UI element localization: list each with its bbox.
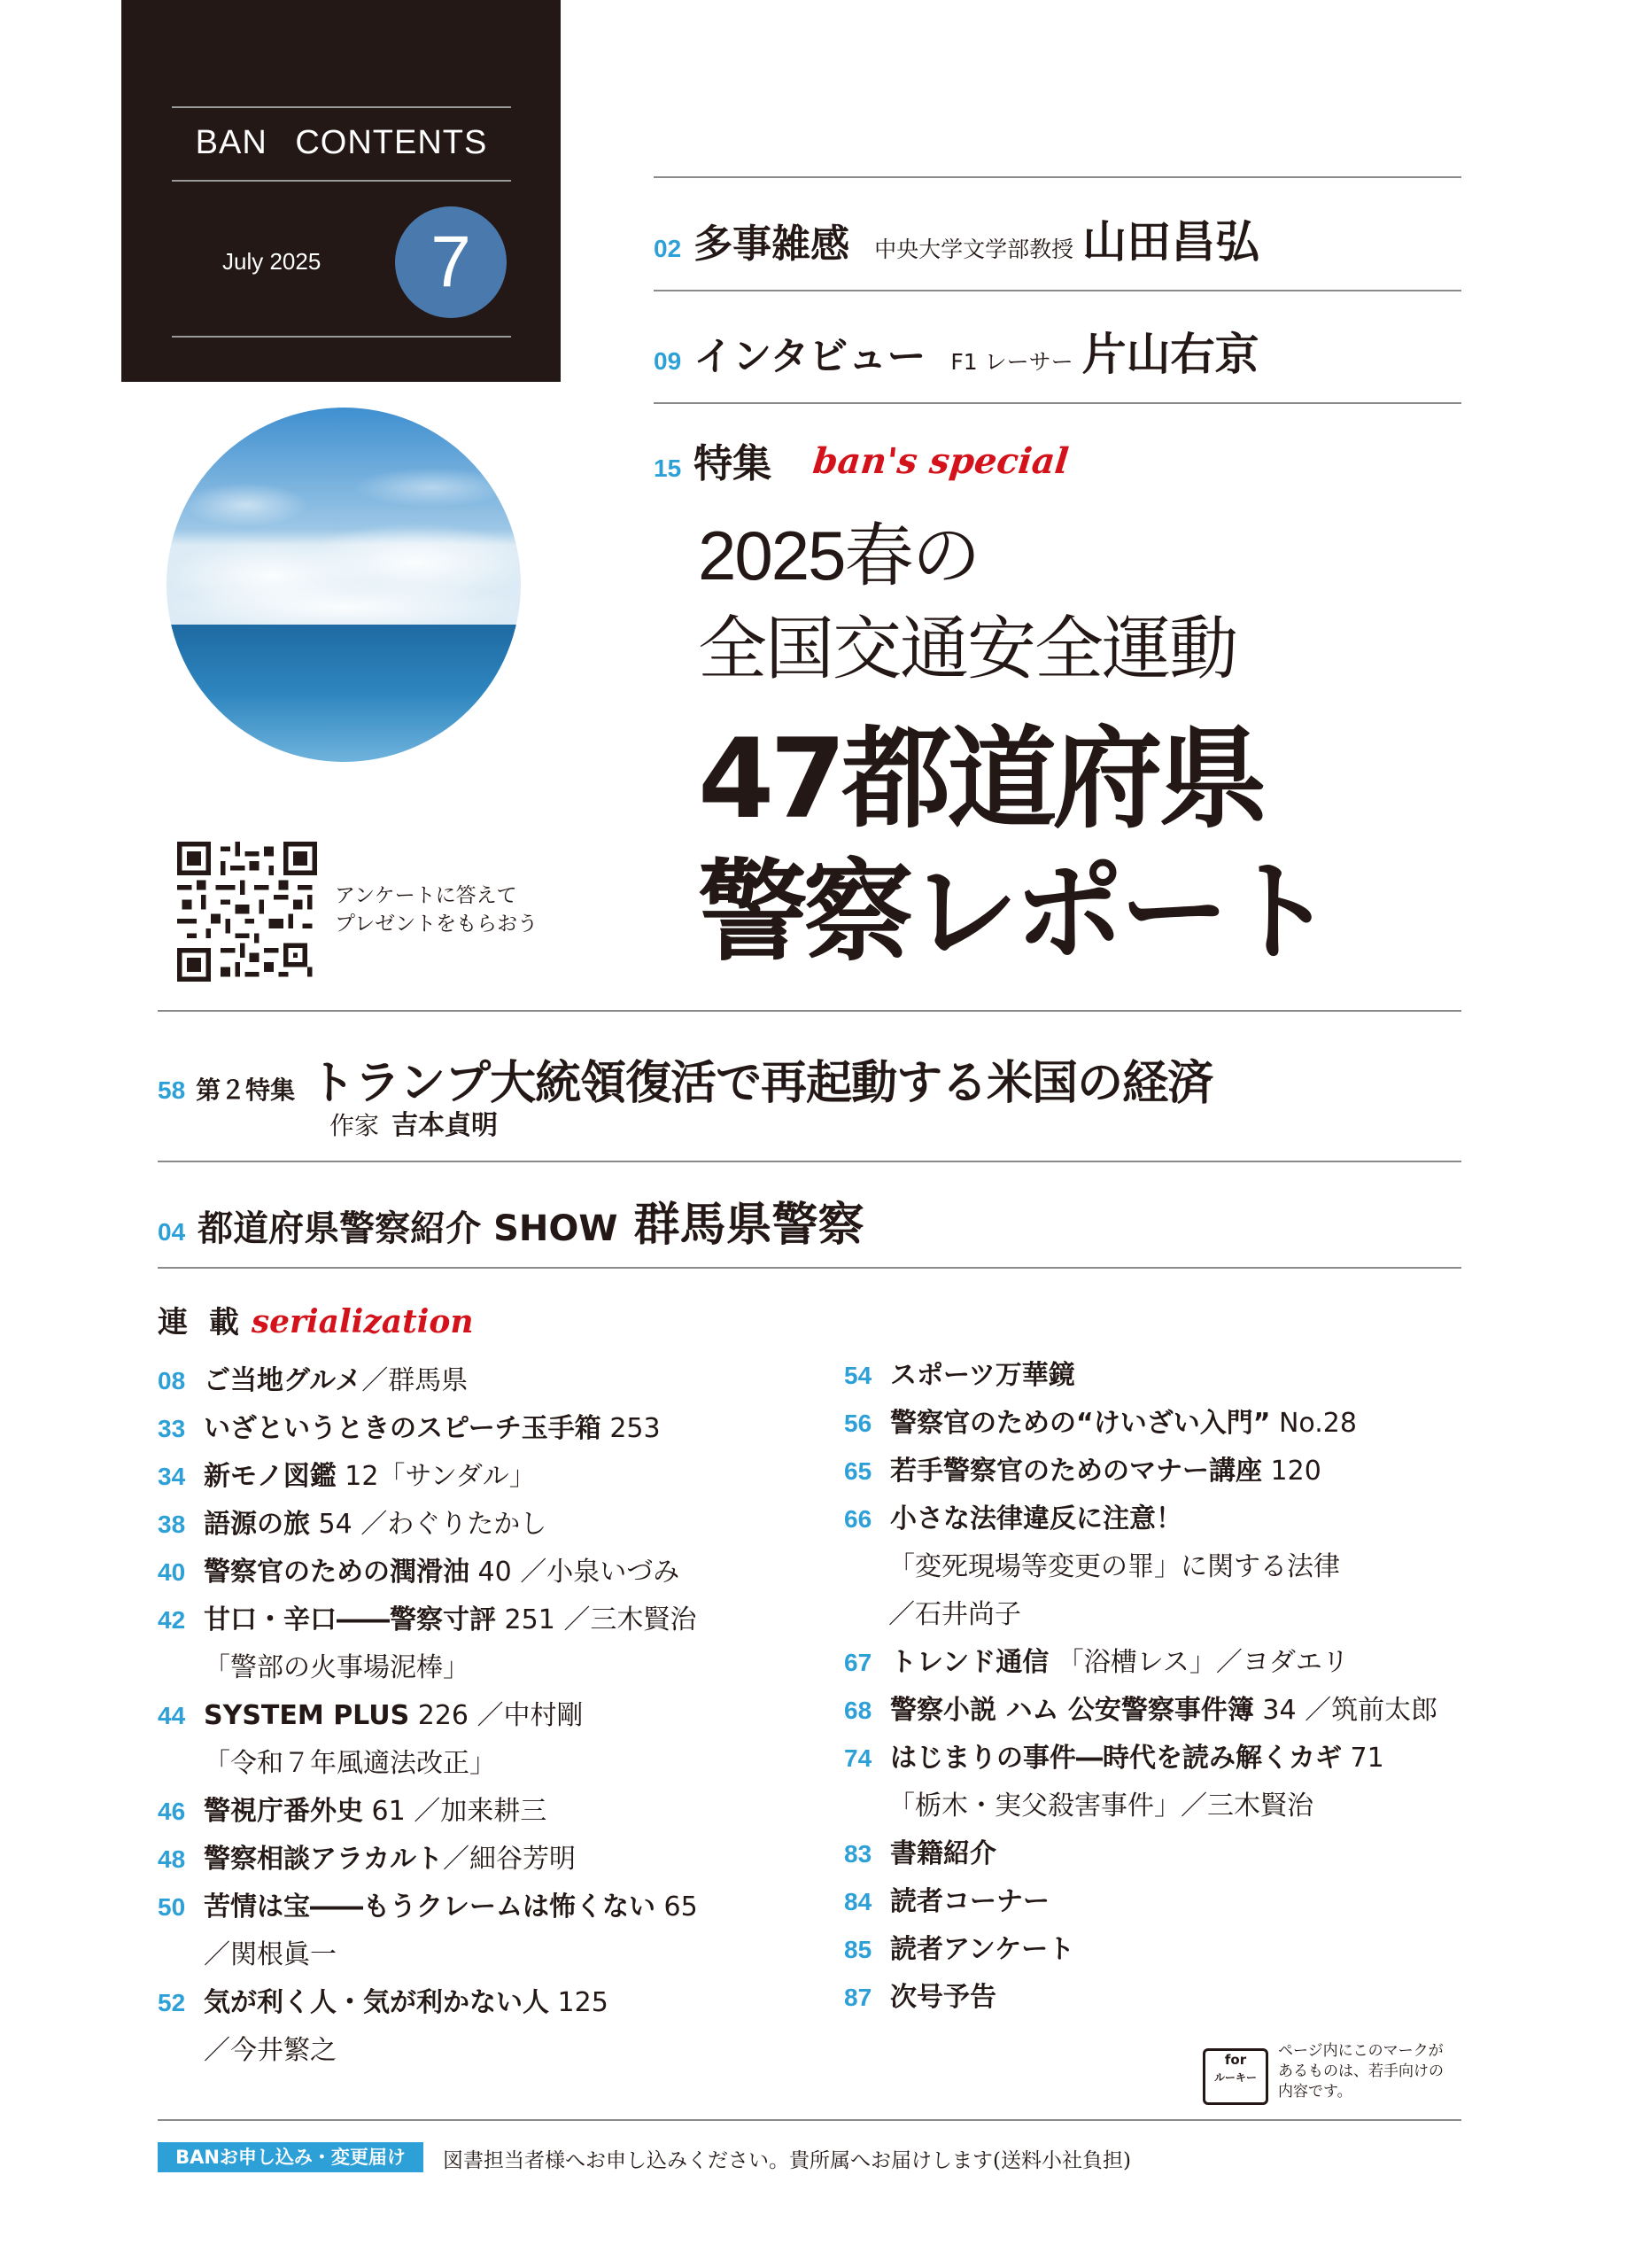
item-title: 多事雑感 — [693, 221, 850, 267]
serial-sub: No.28 — [1270, 1408, 1357, 1439]
serial-item[interactable] — [158, 1837, 576, 1876]
serial-title: SYSTEM PLUS — [204, 1700, 410, 1731]
qr-caption-line2: プレゼントをもらおう — [335, 913, 538, 936]
author-name: 吉本貞明 — [391, 1110, 499, 1141]
special-title-line1: 2025春の — [698, 517, 980, 594]
qr-caption-line1: アンケートに答えて — [335, 884, 517, 907]
serial-title: 警察官のための潤滑油 — [204, 1557, 469, 1588]
serial-title: 気が利く人・気が利かない人 — [204, 1987, 549, 2018]
serial-continuation: 「栃木・実父殺害事件」／三木賢治 — [888, 1790, 1313, 1821]
serial-item[interactable] — [844, 1401, 1357, 1440]
serial-item[interactable] — [844, 1879, 1050, 1918]
divider — [158, 2119, 1461, 2121]
qr-caption — [335, 882, 538, 938]
feature2-label: 第２特集 — [196, 1076, 296, 1105]
serial-sub: 61 ／加来耕三 — [363, 1796, 547, 1827]
serial-item[interactable] — [844, 1831, 996, 1870]
rookie-note-line1: ページ内にこのマークが — [1278, 2042, 1444, 2060]
serial-title: トレンド通信 — [890, 1647, 1050, 1678]
page-number: 56 — [844, 1410, 872, 1437]
serial-title: 警視庁番外史 — [204, 1796, 363, 1827]
divider — [654, 290, 1461, 291]
rookie-badge-line2: ルーキー — [1213, 2071, 1257, 2084]
serial-sub: 251 ／三木賢治 — [496, 1604, 697, 1635]
serial-sub: 54 ／わぐりたかし — [310, 1509, 547, 1540]
serial-continuation: ／今井繁之 — [204, 2035, 337, 2066]
serial-continuation: 「令和７年風適法改正」 — [204, 1748, 496, 1779]
divider — [654, 176, 1461, 178]
serial-item[interactable] — [844, 1736, 1384, 1775]
serial-continuation: ／石井尚子 — [888, 1599, 1021, 1630]
toc-item-special-label[interactable] — [654, 431, 771, 488]
serial-item[interactable] — [844, 1449, 1321, 1487]
page-number: 58 — [158, 1076, 186, 1104]
sea-sky-photo — [167, 408, 521, 762]
serial-continuation: 「変死現場等変更の罪」に関する法律 — [888, 1551, 1340, 1582]
serial-continuation: ／関根眞一 — [204, 1939, 337, 1970]
serial-item[interactable] — [158, 1406, 661, 1445]
serial-item[interactable] — [844, 1496, 1182, 1535]
item-title: インタビュー — [693, 334, 926, 379]
divider — [158, 1010, 1461, 1012]
serial-sub: 12「サンダル」 — [336, 1461, 536, 1492]
page-number: 87 — [844, 1984, 872, 2011]
serial-item[interactable] — [158, 1358, 468, 1397]
author-name: 片山右京 — [1081, 329, 1259, 380]
subscription-badge: BANお申し込み・変更届け — [158, 2142, 423, 2172]
page-number: 74 — [844, 1744, 872, 1772]
serial-item[interactable] — [844, 1640, 1349, 1679]
page-number: 46 — [158, 1798, 186, 1825]
serial-title: 読者アンケート — [890, 1934, 1075, 1965]
special-title-line2: 全国交通安全運動 — [698, 610, 1237, 687]
subscription-note: 図書担当者様へお申し込みください。貴所属へお届けします(送料小社負担) — [443, 2149, 1131, 2172]
serialization-label: 連 載 — [158, 1305, 244, 1340]
feature2-author — [329, 1103, 498, 1142]
serial-sub: 34 ／筑前太郎 — [1253, 1695, 1438, 1726]
serial-sub: 125 — [549, 1987, 608, 2018]
rookie-badge-line1: for — [1224, 2052, 1247, 2068]
special-title-line3: 47都道府県 — [698, 716, 1264, 843]
serial-title: 警察官のための“けいざい入門” — [890, 1408, 1271, 1439]
serial-sub: ／細谷芳明 — [443, 1844, 576, 1875]
special-label: 特集 — [693, 441, 772, 486]
survey-qr-code[interactable] — [177, 842, 317, 982]
divider — [654, 402, 1461, 404]
serialization-heading — [158, 1298, 474, 1341]
serial-title: 小さな法律違反に注意！ — [890, 1503, 1182, 1534]
serial-item[interactable] — [158, 1789, 546, 1828]
serial-item[interactable] — [158, 1980, 608, 2019]
page-number: 09 — [654, 347, 682, 375]
serial-sub: 226 ／中村剛 — [409, 1700, 584, 1731]
page-number: 48 — [158, 1845, 186, 1873]
page-number: 08 — [158, 1367, 186, 1394]
rookie-note-line2: あるものは、若手向けの — [1278, 2062, 1444, 2080]
serial-sub: 71 — [1342, 1743, 1384, 1774]
page-number: 52 — [158, 1989, 186, 2016]
serial-item[interactable] — [844, 1353, 1075, 1392]
page-number: 84 — [844, 1888, 872, 1915]
serial-title: 若手警察官のためのマナー講座 — [890, 1456, 1262, 1487]
serial-title: はじまりの事件―時代を読み解くカギ — [890, 1743, 1342, 1774]
show-label: 都道府県警察紹介 SHOW — [198, 1208, 618, 1249]
serial-title: 次号予告 — [890, 1982, 996, 2013]
divider — [158, 1161, 1461, 1162]
serial-sub: 120 — [1262, 1456, 1321, 1487]
page-number: 15 — [654, 454, 682, 482]
special-title-line4: 警察レポート — [698, 849, 1331, 976]
serial-sub: 40 ／小泉いづみ — [469, 1557, 680, 1588]
page-number: 66 — [844, 1505, 872, 1533]
author-role: 作家 — [329, 1111, 380, 1140]
serial-sub: 「浴槽レス」／ヨダエリ — [1049, 1647, 1349, 1678]
page-number: 04 — [158, 1218, 186, 1246]
header-rule-mid — [172, 180, 511, 182]
serial-title: 警察相談アラカルト — [204, 1844, 443, 1875]
serialization-script: serialization — [251, 1303, 474, 1340]
serial-item[interactable] — [158, 1502, 546, 1541]
author-role: 中央大学文学部教授 — [874, 237, 1074, 262]
serial-item[interactable] — [158, 1550, 679, 1588]
serial-title: 警察小説 ハム 公安警察事件簿 — [890, 1695, 1254, 1726]
serial-item[interactable] — [844, 1927, 1074, 1966]
serial-title: 読者コーナー — [890, 1886, 1050, 1917]
author-name: 山田昌弘 — [1082, 216, 1260, 268]
serial-title: 甘口・辛口――警察寸評 — [204, 1604, 496, 1635]
magazine-title: BAN CONTENTS — [195, 124, 488, 161]
issue-number-badge: 7 — [395, 206, 507, 318]
page-number: 50 — [158, 1893, 186, 1921]
page-number: 33 — [158, 1415, 186, 1442]
serial-item[interactable] — [158, 1454, 536, 1493]
divider — [158, 1267, 1461, 1269]
toc-item-feature2[interactable] — [158, 1045, 1213, 1112]
page-number: 68 — [844, 1697, 872, 1724]
toc-item-interview[interactable] — [654, 319, 1259, 383]
serial-title: 語源の旅 — [204, 1509, 310, 1540]
page-number: 83 — [844, 1840, 872, 1868]
author-role: F1 レーサー — [950, 349, 1073, 375]
feature2-title: トランプ大統領復活で再起動する米国の経済 — [309, 1057, 1213, 1110]
page-number: 38 — [158, 1511, 186, 1538]
serial-title: 書籍紹介 — [890, 1838, 996, 1869]
toc-item-tajizakkan[interactable] — [654, 206, 1259, 270]
serial-title: ご当地グルメ — [204, 1365, 362, 1396]
serial-item[interactable] — [844, 1688, 1437, 1727]
rookie-note-line3: 内容です。 — [1278, 2083, 1352, 2101]
serial-item[interactable] — [158, 1597, 696, 1636]
header-rule-top — [172, 106, 511, 108]
header-rule-bottom — [172, 336, 511, 338]
page-number: 44 — [158, 1702, 186, 1729]
serial-title: 苦情は宝――もうクレームは怖くない — [204, 1891, 655, 1922]
serial-sub: 65 — [655, 1891, 698, 1922]
serial-item[interactable] — [158, 1884, 698, 1923]
page-number: 42 — [158, 1606, 186, 1634]
page-number: 67 — [844, 1649, 872, 1676]
toc-item-police-show[interactable] — [158, 1187, 864, 1254]
serial-sub: 253 — [600, 1413, 661, 1444]
serial-item[interactable] — [158, 1693, 584, 1732]
rookie-note — [1278, 2041, 1444, 2102]
page-number: 02 — [654, 235, 682, 262]
serial-item[interactable] — [844, 1975, 996, 2014]
page-number: 85 — [844, 1936, 872, 1963]
page-number: 54 — [844, 1362, 872, 1389]
issue-date: July 2025 — [222, 248, 322, 275]
header-block — [121, 0, 561, 382]
serial-title: スポーツ万華鏡 — [890, 1360, 1075, 1391]
page-number: 34 — [158, 1463, 186, 1490]
rookie-mark-icon — [1203, 2048, 1268, 2105]
serial-title: 新モノ図鑑 — [204, 1461, 337, 1492]
special-script-title: ban's special — [810, 440, 1071, 482]
serial-sub: ／群馬県 — [361, 1365, 469, 1396]
page-number: 40 — [158, 1558, 186, 1586]
serial-title: いざというときのスピーチ玉手箱 — [204, 1413, 601, 1444]
show-name: 群馬県警察 — [633, 1199, 864, 1252]
page-number: 65 — [844, 1457, 872, 1485]
serial-continuation: 「警部の火事場泥棒」 — [204, 1652, 469, 1683]
